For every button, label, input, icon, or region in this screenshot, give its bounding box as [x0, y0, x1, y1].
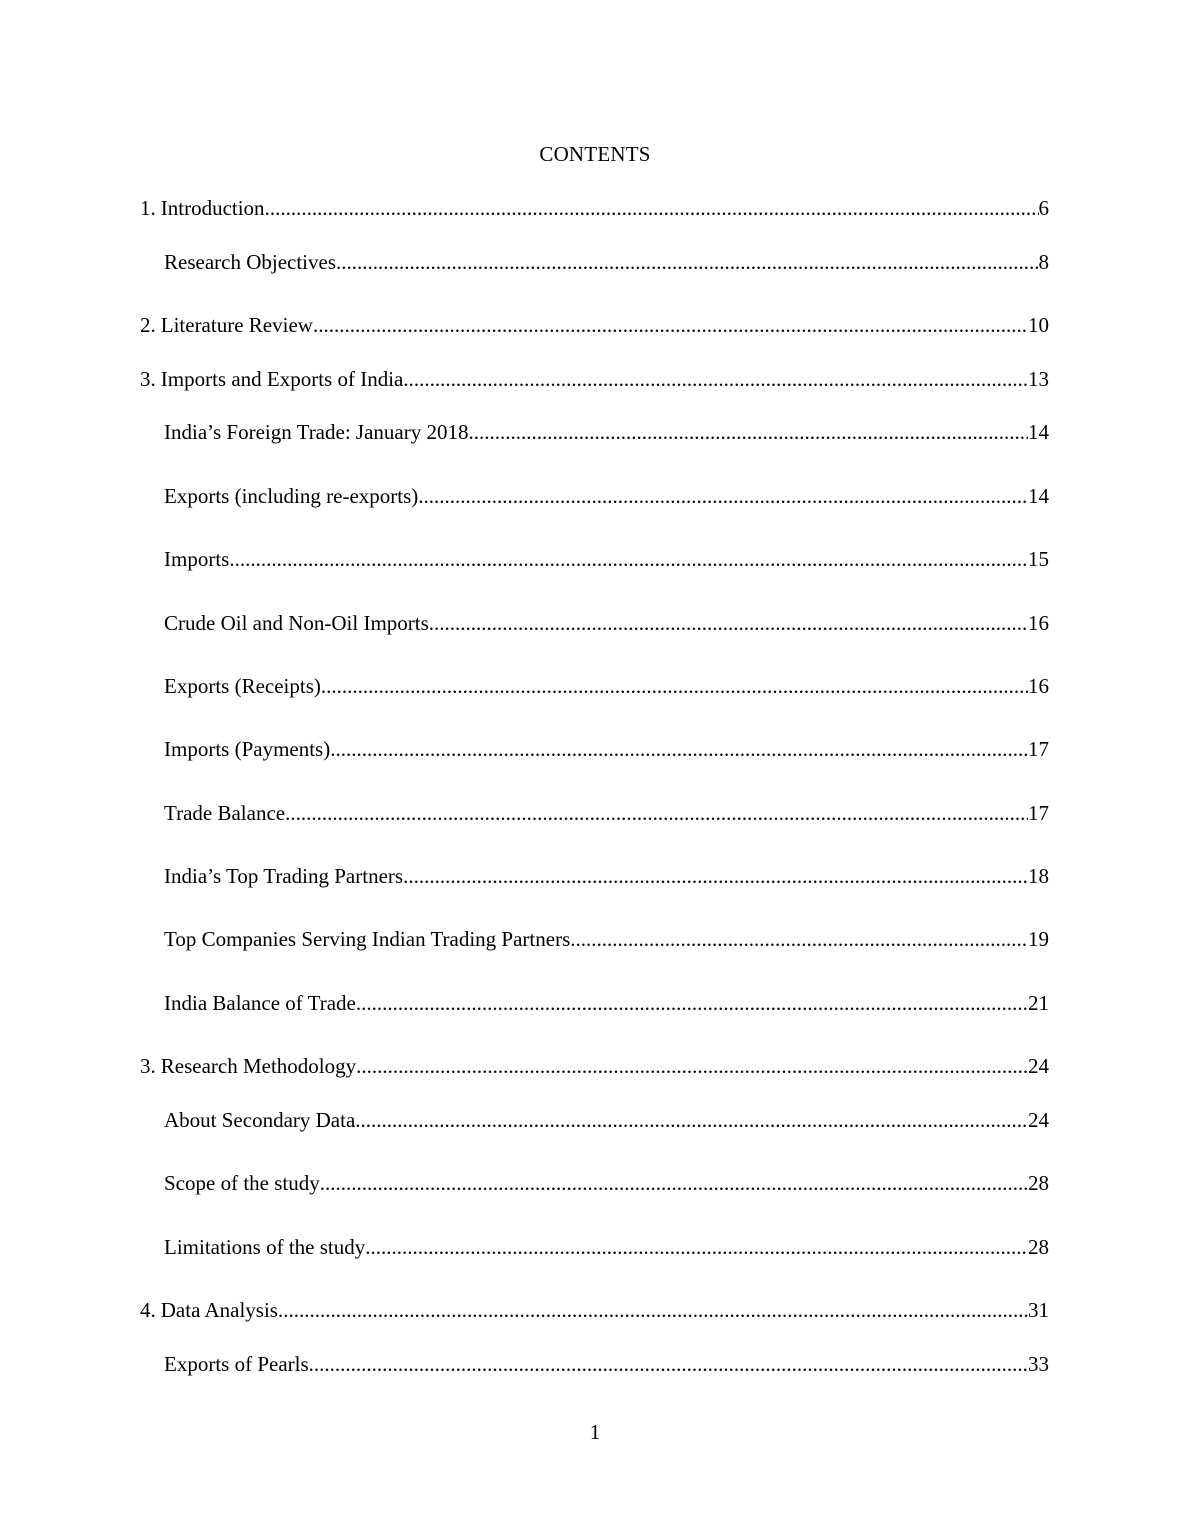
toc-entry-number: 3.: [140, 1054, 156, 1078]
toc-entry-title: India Balance of Trade: [164, 991, 356, 1015]
dot-leader: [356, 1052, 1028, 1080]
toc-entry-title: Introduction: [160, 196, 265, 220]
dot-leader: [429, 609, 1028, 637]
toc-entry-page: 16: [1028, 674, 1049, 698]
toc-entry[interactable]: [164, 1233, 1049, 1261]
toc-entry-page: 10: [1028, 313, 1049, 337]
page-number: 1: [589, 1420, 601, 1444]
toc-entry[interactable]: [164, 799, 1049, 827]
toc-entry-title: Limitations of the study: [164, 1235, 366, 1259]
toc-entry-page: 17: [1028, 737, 1049, 761]
dot-leader: [336, 248, 1038, 276]
toc-entry-page: 14: [1028, 484, 1049, 508]
toc-entry[interactable]: [164, 672, 1049, 700]
toc-entry[interactable]: [140, 311, 1049, 339]
toc-entry-page: 19: [1028, 927, 1049, 951]
toc-entry-title: Scope of the study: [164, 1171, 320, 1195]
toc-entry-number: 2.: [140, 313, 156, 337]
toc-entry[interactable]: [164, 545, 1049, 573]
toc-entry-page: 28: [1028, 1235, 1049, 1259]
toc-entry[interactable]: [164, 925, 1049, 953]
toc-entry-number: 3.: [140, 367, 156, 391]
toc-entry[interactable]: [164, 735, 1049, 763]
dot-leader: [265, 194, 1039, 222]
toc-entry[interactable]: [164, 609, 1049, 637]
toc-entry-title: India’s Top Trading Partners: [164, 864, 404, 888]
toc-entry-title: Imports: [164, 547, 230, 571]
toc-entry-title: Crude Oil and Non-Oil Imports: [164, 611, 429, 635]
toc-entry[interactable]: [140, 194, 1049, 222]
dot-leader: [330, 735, 1028, 763]
toc-entry-title: Research Methodology: [160, 1054, 357, 1078]
toc-entry-title: Research Objectives: [164, 250, 337, 274]
toc-entry[interactable]: [164, 1350, 1049, 1378]
dot-leader: [468, 418, 1028, 446]
toc-entry[interactable]: [140, 365, 1049, 393]
toc-entry-title: About Secondary Data: [164, 1108, 356, 1132]
toc-entry[interactable]: [164, 862, 1049, 890]
toc-entry-title: Exports of Pearls: [164, 1352, 309, 1376]
toc-entry-page: 17: [1028, 801, 1049, 825]
toc-entry-number: 4.: [140, 1298, 156, 1322]
dot-leader: [229, 545, 1028, 573]
toc-entry-title: Top Companies Serving Indian Trading Partners: [164, 927, 571, 951]
toc-entry[interactable]: [164, 482, 1049, 510]
toc-entry-page: 13: [1028, 367, 1049, 391]
toc-entry-title: Exports (including re-exports): [164, 484, 419, 508]
toc-entry-title: Literature Review: [160, 313, 313, 337]
dot-leader: [321, 672, 1028, 700]
dot-leader: [313, 311, 1028, 339]
dot-leader: [570, 925, 1028, 953]
toc-entry[interactable]: [164, 248, 1049, 276]
toc-entry-page: 16: [1028, 611, 1049, 635]
dot-leader: [403, 862, 1028, 890]
dot-leader: [278, 1296, 1028, 1324]
contents-heading: CONTENTS: [539, 142, 651, 166]
dot-leader: [285, 799, 1028, 827]
toc-entry-page: 8: [1038, 250, 1049, 274]
toc-entry-title: Trade Balance: [164, 801, 286, 825]
dot-leader: [403, 365, 1028, 393]
toc-entry-page: 18: [1028, 864, 1049, 888]
dot-leader: [365, 1233, 1028, 1261]
toc-entry[interactable]: [140, 1296, 1049, 1324]
dot-leader: [355, 1106, 1028, 1134]
toc-entry-page: 24: [1028, 1054, 1049, 1078]
dot-leader: [418, 482, 1028, 510]
toc-entry[interactable]: [164, 1106, 1049, 1134]
dot-leader: [320, 1169, 1028, 1197]
toc-entry-title: India’s Foreign Trade: January 2018: [164, 420, 469, 444]
toc-entry-title: Data Analysis: [160, 1298, 278, 1322]
toc-entry-page: 28: [1028, 1171, 1049, 1195]
toc-entry[interactable]: [164, 989, 1049, 1017]
dot-leader: [309, 1350, 1028, 1378]
toc-entry-page: 24: [1028, 1108, 1049, 1132]
toc-entry-title: Exports (Receipts): [164, 674, 321, 698]
toc-entry-page: 33: [1028, 1352, 1049, 1376]
toc-entry[interactable]: [164, 1169, 1049, 1197]
toc-entry-title: Imports and Exports of India: [160, 367, 404, 391]
toc-entry-page: 15: [1028, 547, 1049, 571]
toc-entry-page: 14: [1028, 420, 1049, 444]
toc-entry-title: Imports (Payments): [164, 737, 331, 761]
toc-entry[interactable]: [140, 1052, 1049, 1080]
toc-entry-page: 21: [1028, 991, 1049, 1015]
dot-leader: [356, 989, 1028, 1017]
toc-entry-page: 31: [1028, 1298, 1049, 1322]
toc-entry-number: 1.: [140, 196, 156, 220]
toc-entry-page: 6: [1038, 196, 1049, 220]
toc-entry[interactable]: [164, 418, 1049, 446]
